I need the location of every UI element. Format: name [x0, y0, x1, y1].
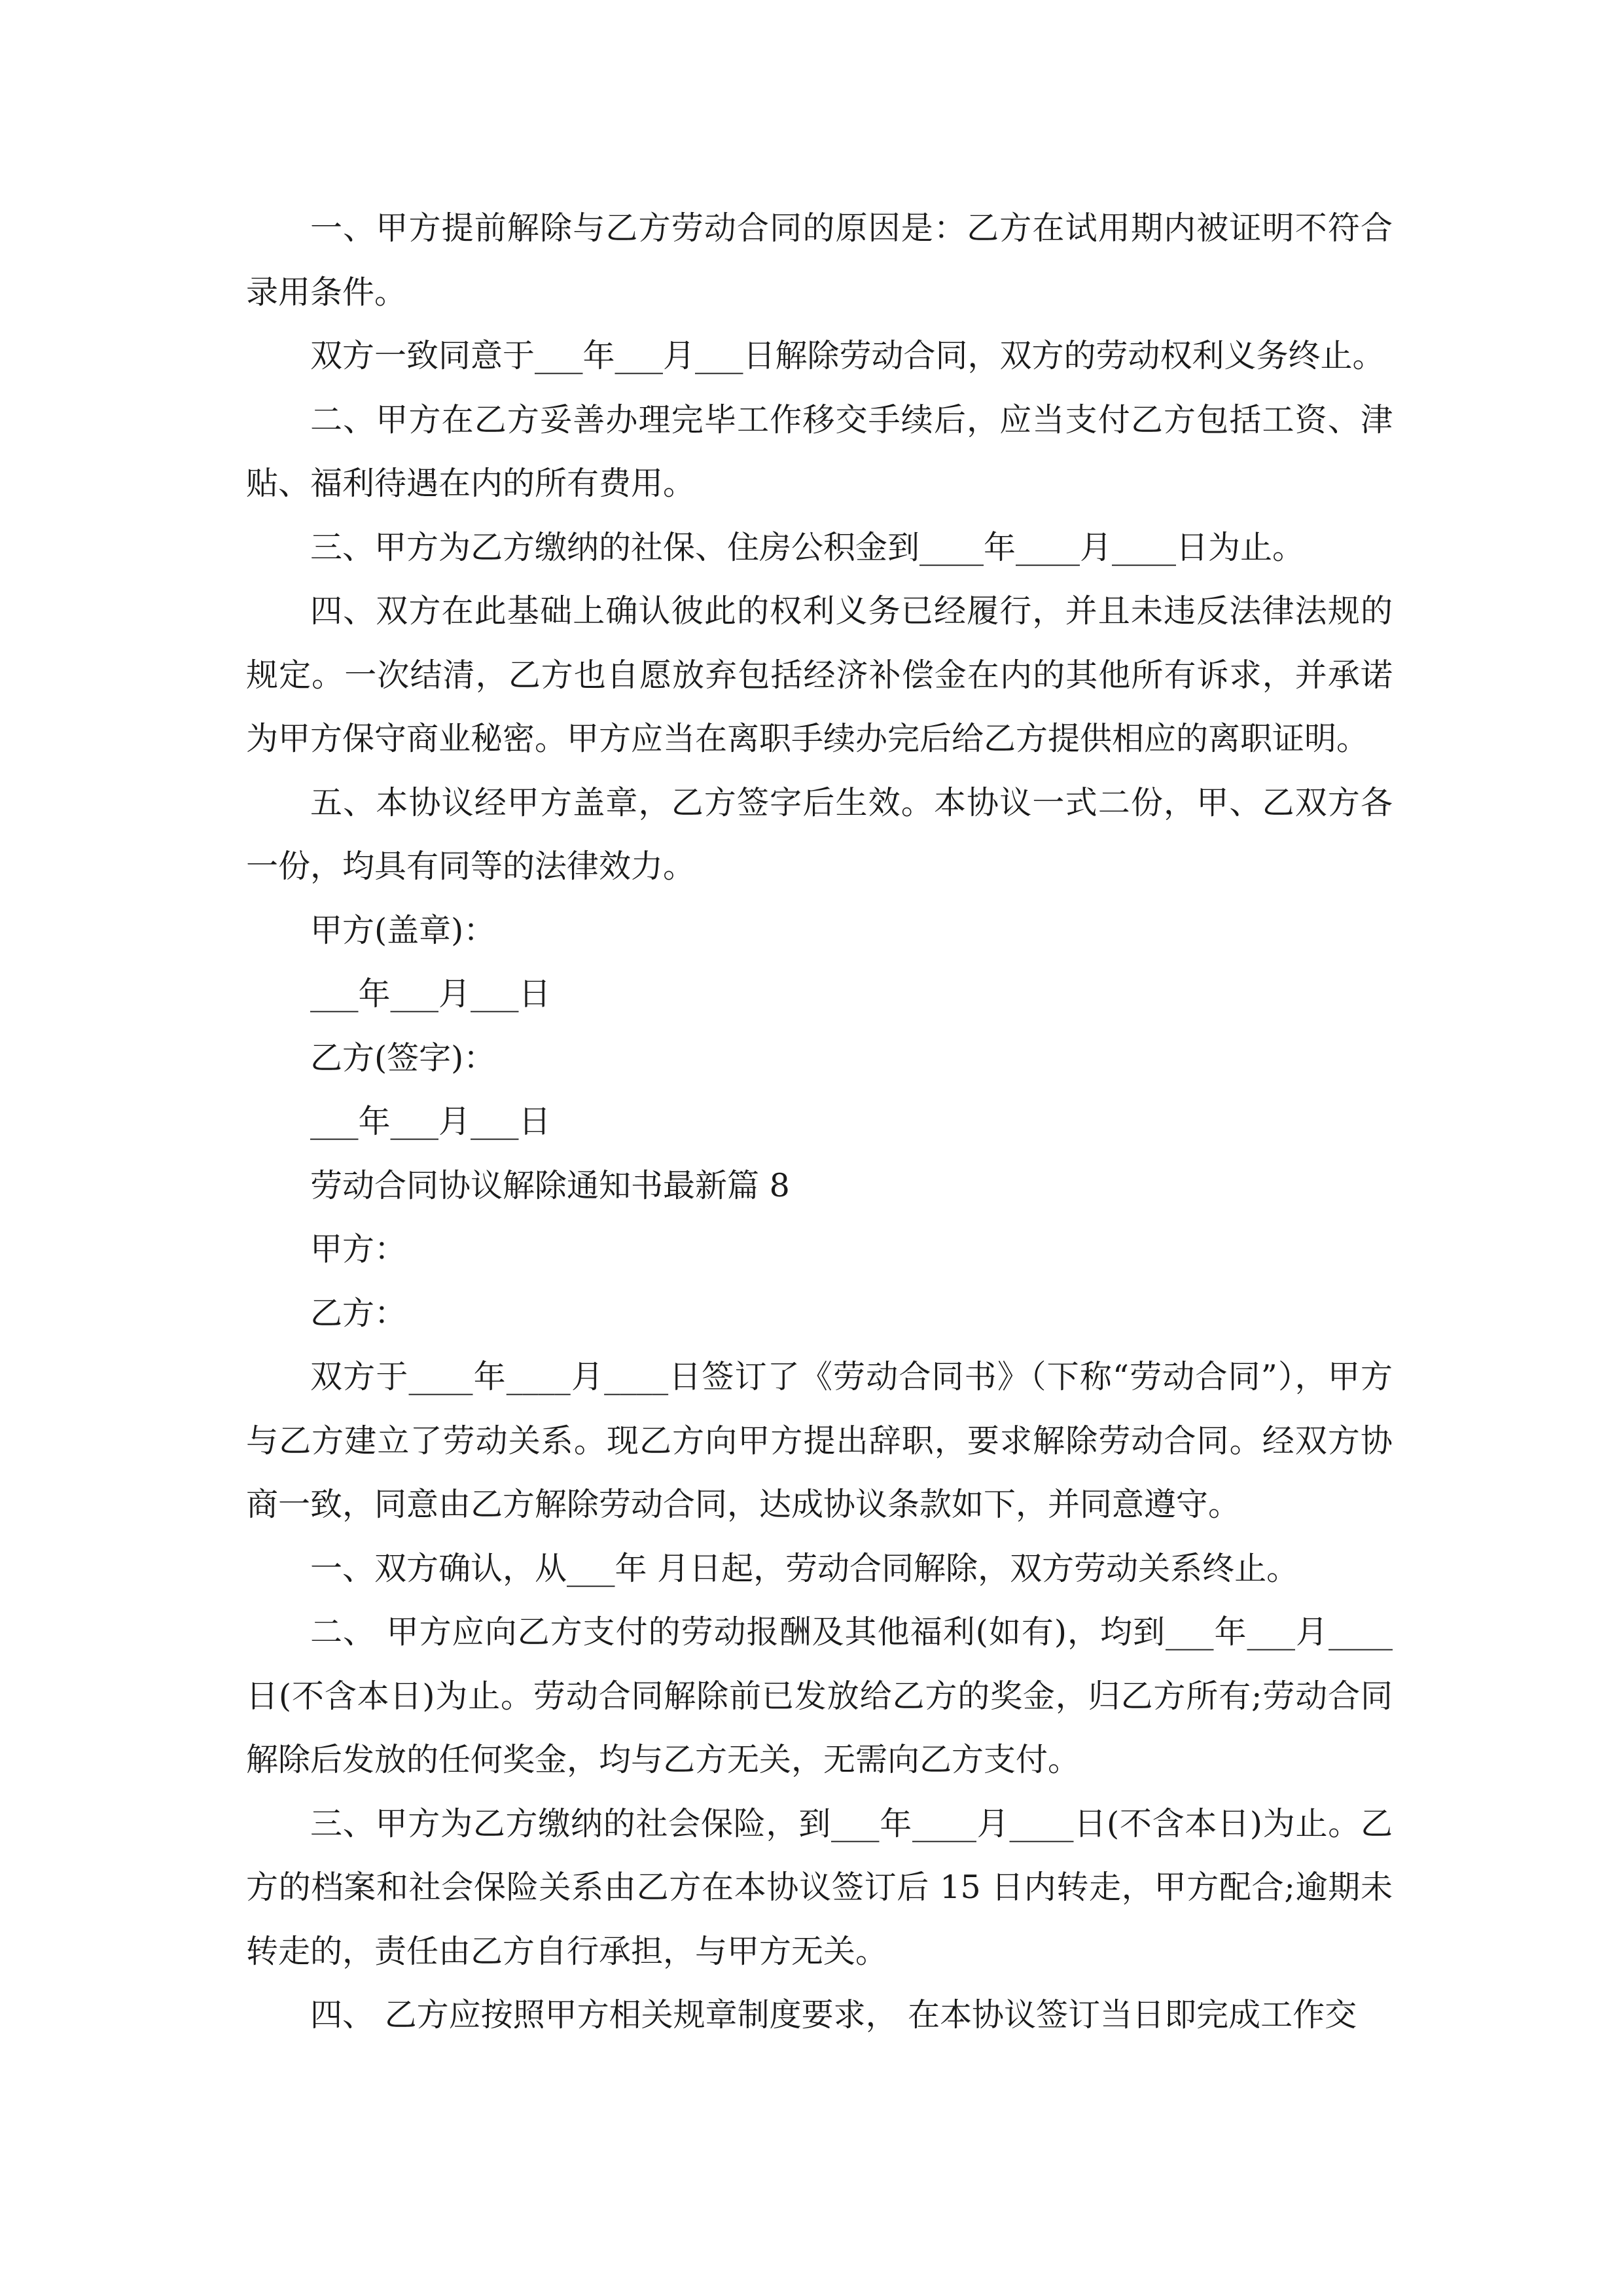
party-b-signature-label: 乙方(签字)： [310, 1039, 496, 1077]
clause-1-reason: 一、甲方提前解除与乙方劳动合同的原因是：乙方在试用期内被证明不符合录用条件。 [246, 209, 1393, 311]
termination-date-agreement: 双方一致同意于___年___月___日解除劳动合同，双方的劳动权利义务终止。 [310, 337, 1385, 374]
article-4-handover: 四、 乙方应按照甲方相关规章制度要求， 在本协议签订当日即完成工作交 [310, 1996, 1357, 2034]
section-title: 劳动合同协议解除通知书最新篇 8 [310, 1166, 790, 1204]
party-a-seal-label: 甲方(盖章)： [310, 911, 496, 949]
party-a-date: ___年___月___日 [310, 975, 551, 1013]
article-1-confirmation: 一、双方确认，从___年 月日起，劳动合同解除，双方劳动关系终止。 [310, 1549, 1299, 1587]
clause-2-payment: 二、甲方在乙方妥善办理完毕工作移交手续后，应当支付乙方包括工资、津贴、福利待遇在内的所有费用。 [246, 401, 1393, 502]
document-body [246, 196, 1393, 2047]
article-3-social-insurance: 三、甲方为乙方缴纳的社会保险，到___年____月____日(不含本日)为止。乙方的档案和社会保险关系由乙方在本协议签订后 15 日内转走，甲方配合;逾期未转走的，责任由乙方自行承担，与甲方无关。 [246, 1804, 1393, 1970]
party-b-label: 乙方： [310, 1294, 407, 1332]
article-2-remuneration: 二、 甲方应向乙方支付的劳动报酬及其他福利(如有)，均到___年___月____日(不含本日)为止。劳动合同解除前已发放给乙方的奖金，归乙方所有;劳动合同解除后发放的任何奖金，均与乙方无关，无需向乙方支付。 [246, 1613, 1393, 1778]
party-b-date: ___年___月___日 [310, 1103, 551, 1140]
clause-4-obligations: 四、双方在此基础上确认彼此的权利义务已经履行，并且未违反法律法规的规定。一次结清，乙方也自愿放弃包括经济补偿金在内的其他所有诉求，并承诺为甲方保守商业秘密。甲方应当在离职手续办完后给乙方提供相应的离职证明。 [246, 592, 1393, 757]
clause-3-social-insurance: 三、甲方为乙方缴纳的社保、住房公积金到____年____月____日为止。 [310, 528, 1305, 566]
clause-5-effect: 五、本协议经甲方盖章，乙方签字后生效。本协议一式二份，甲、乙双方各一份，均具有同等的法律效力。 [246, 783, 1393, 885]
preamble: 双方于____年____月____日签订了《劳动合同书》（下称“劳动合同”），甲方与乙方建立了劳动关系。现乙方向甲方提出辞职，要求解除劳动合同。经双方协商一致，同意由乙方解除劳动合同，达成协议条款如下，并同意遵守。 [246, 1358, 1393, 1523]
party-a-label: 甲方： [310, 1230, 407, 1268]
